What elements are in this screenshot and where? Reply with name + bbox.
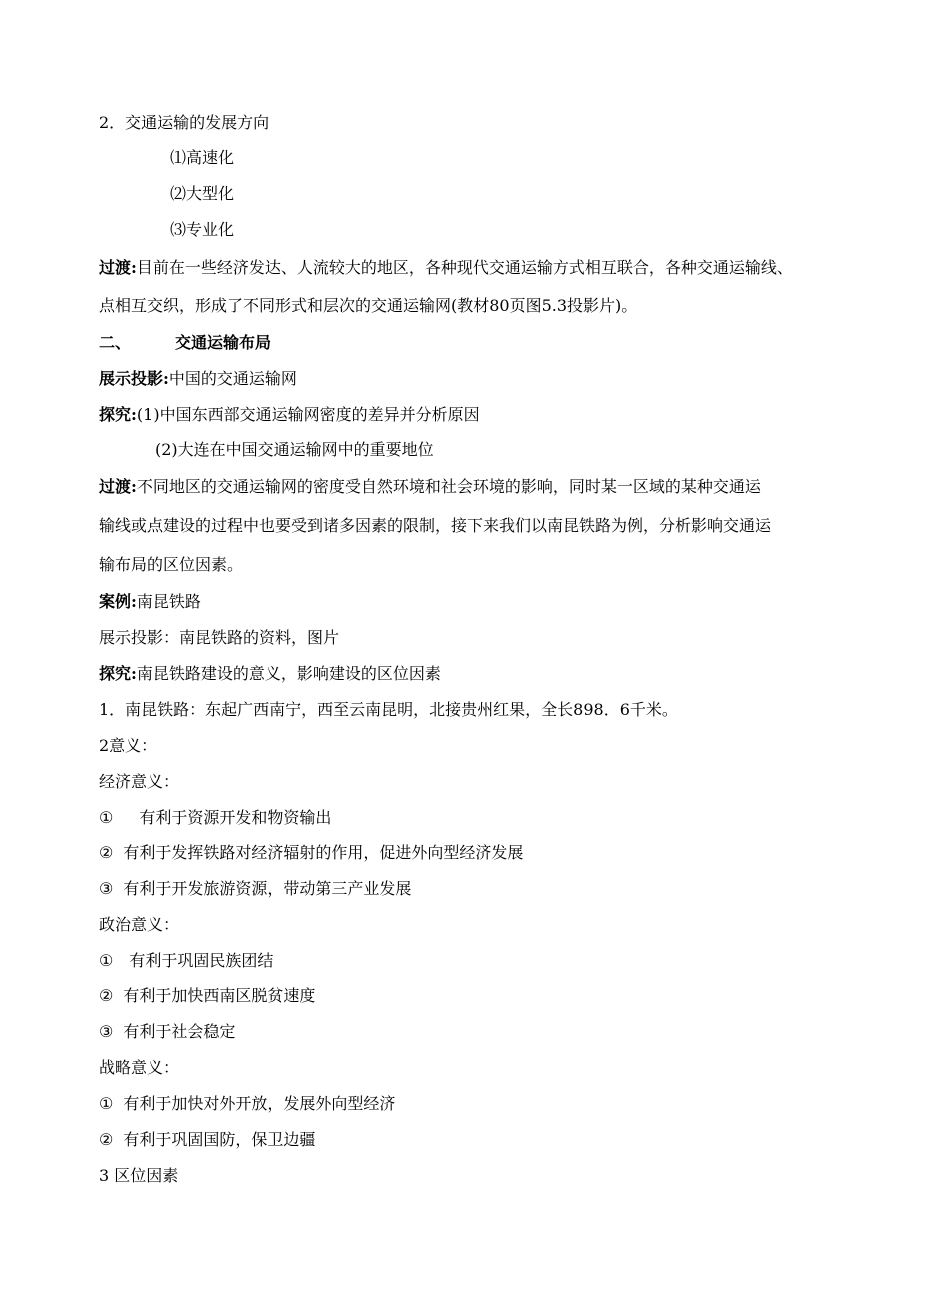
list-marker: ② bbox=[99, 843, 114, 862]
case-label: 案例: bbox=[99, 592, 137, 611]
list-item bbox=[99, 1022, 235, 1042]
projection-label: 展示投影: bbox=[99, 369, 169, 388]
list-marker: ③ bbox=[99, 1022, 114, 1041]
list-item bbox=[99, 986, 315, 1006]
case-text: 南昆铁路 bbox=[136, 592, 201, 611]
case-line bbox=[99, 592, 201, 612]
transition-label: 过渡: bbox=[99, 258, 137, 277]
list-marker: ② bbox=[99, 1130, 114, 1149]
list-item bbox=[99, 879, 411, 899]
list-item bbox=[99, 1130, 315, 1150]
transition-paragraph-2-line-2: 输线或点建设的过程中也要受到诸多因素的限制，接下来我们以南昆铁路为例，分析影响交通运 bbox=[99, 516, 772, 535]
list-marker: ② bbox=[99, 986, 114, 1005]
inquiry-item-1: (1)中国东西部交通运输网密度的差异并分析原因 bbox=[136, 405, 480, 424]
point-2-significance: 2意义： bbox=[99, 736, 158, 755]
political-significance-heading: 政治意义： bbox=[99, 915, 180, 934]
inquiry-line-2 bbox=[99, 664, 441, 684]
list-text: 有利于加快对外开放，发展外向型经济 bbox=[123, 1094, 396, 1113]
transition-paragraph-2-line-1 bbox=[99, 477, 761, 497]
economic-significance-heading: 经济意义： bbox=[99, 772, 180, 791]
direction-item-high-speed: ⑴高速化 bbox=[170, 148, 235, 167]
list-marker: ① bbox=[99, 1094, 114, 1113]
list-marker: ③ bbox=[99, 879, 114, 898]
part-title: 交通运输布局 bbox=[175, 333, 272, 352]
inquiry-label: 探究: bbox=[99, 664, 137, 683]
projection-line-1 bbox=[99, 369, 297, 389]
list-text: 有利于资源开发和物资输出 bbox=[139, 808, 332, 827]
transition-paragraph-2-line-3: 输布局的区位因素。 bbox=[99, 555, 244, 574]
list-item bbox=[99, 843, 523, 863]
list-text: 有利于发挥铁路对经济辐射的作用，促进外向型经济发展 bbox=[123, 843, 524, 862]
list-item bbox=[99, 808, 331, 828]
direction-item-specialized: ⑶专业化 bbox=[170, 220, 235, 239]
transition-label: 过渡: bbox=[99, 477, 137, 496]
part-heading-transport-layout bbox=[99, 333, 271, 353]
point-3-location-factors: 3 区位因素 bbox=[99, 1166, 179, 1185]
list-text: 有利于社会稳定 bbox=[123, 1022, 236, 1041]
list-text: 有利于巩固民族团结 bbox=[129, 951, 274, 970]
projection-text: 中国的交通运输网 bbox=[168, 369, 297, 388]
transition-paragraph-1-line-2: 点相互交织，形成了不同形式和层次的交通运输网(教材80页图5.3投影片)。 bbox=[99, 296, 638, 315]
inquiry-item-2: (2)大连在中国交通运输网中的重要地位 bbox=[155, 440, 434, 459]
list-marker: ① bbox=[99, 951, 114, 970]
list-marker: ① bbox=[99, 808, 114, 827]
list-text: 有利于巩固国防，保卫边疆 bbox=[123, 1130, 316, 1149]
list-item bbox=[99, 1094, 395, 1114]
transition-text: 目前在一些经济发达、人流较大的地区，各种现代交通运输方式相互联合，各种交通运输线、 bbox=[136, 258, 793, 277]
strategic-significance-heading: 战略意义： bbox=[99, 1058, 180, 1077]
inquiry-line-1 bbox=[99, 405, 480, 425]
list-text: 有利于开发旅游资源，带动第三产业发展 bbox=[123, 879, 412, 898]
point-1-nankun-railway: 1．南昆铁路：东起广西南宁，西至云南昆明，北接贵州红果，全长898．6千米。 bbox=[99, 700, 678, 719]
direction-item-large-scale: ⑵大型化 bbox=[170, 184, 235, 203]
section-heading-development-direction: 2．交通运输的发展方向 bbox=[99, 113, 270, 132]
inquiry-label: 探究: bbox=[99, 405, 137, 424]
part-number: 二、 bbox=[99, 333, 132, 352]
inquiry-text: 南昆铁路建设的意义，影响建设的区位因素 bbox=[136, 664, 441, 683]
list-text: 有利于加快西南区脱贫速度 bbox=[123, 986, 316, 1005]
list-item bbox=[99, 951, 273, 971]
transition-paragraph-1-line-1 bbox=[99, 258, 793, 278]
transition-text: 不同地区的交通运输网的密度受自然环境和社会环境的影响，同时某一区域的某种交通运 bbox=[136, 477, 761, 496]
projection-line-2: 展示投影：南昆铁路的资料，图片 bbox=[99, 628, 340, 647]
